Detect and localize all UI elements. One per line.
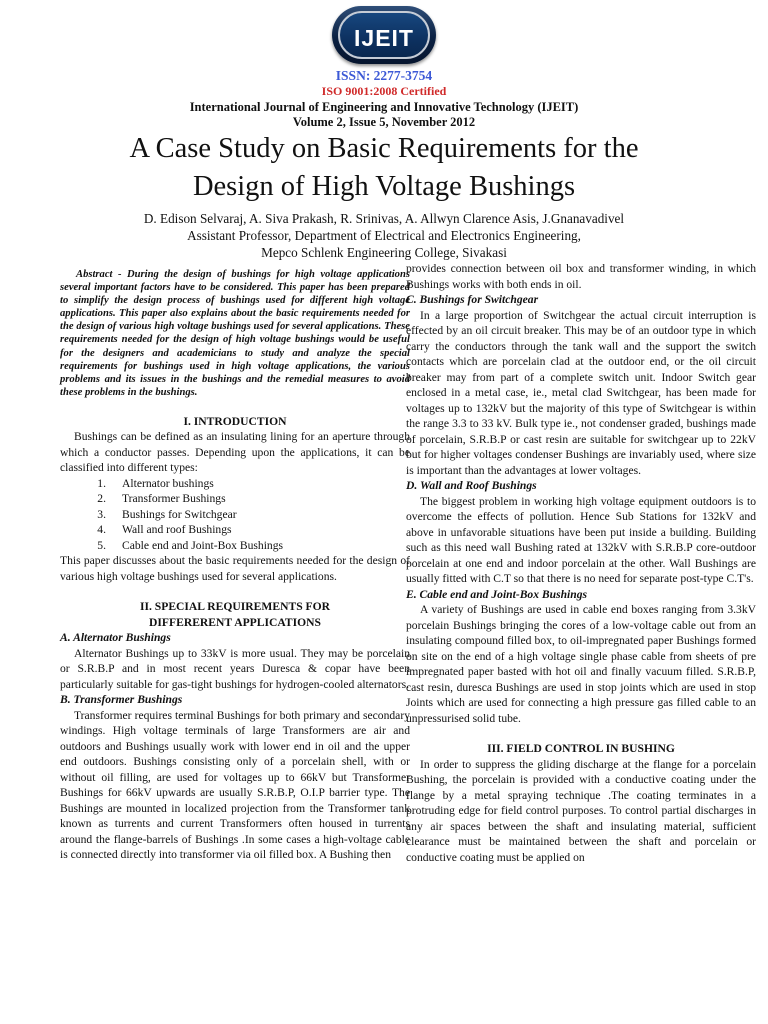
section-heading-special-1: II. SPECIAL REQUIREMENTS FOR [139,600,331,614]
paragraph-transformer: Transformer requires terminal Bushings for both primary and secondary windings. High voltage terminals of large Transformers are air and outdoors and Bushings usually work with lower end in oil and the upper end outdoors. Bushings consisting only of a porcelain shell, with or without oil filling, are used for voltages up to 66kV but Transformer Bushings for 66kV upwards are usually S.R.B.P, O.I.P barrier type. The Bushings are mounted in localized projection from the Transformer tank known as turrents and current Transformers often housed in turrents around the flange-barrels of Bushings .In some cases a high-voltage cable is connected directly into transformer via oil filled box. A Bushing then [60,708,410,862]
bushing-types-list [60,476,410,554]
right-column [406,261,756,865]
journal-name: International Journal of Engineering and Innovative Technology (IJEIT) [189,100,579,114]
section-heading-special-2: DIFFERERENT APPLICATIONS [149,615,321,629]
title-line-1: A Case Study on Basic Requirements for the [129,133,639,164]
logo-text: IJEIT [354,25,414,51]
list-item: 4. Wall and roof Bushings [97,523,232,537]
subheading-wall-roof: D. Wall and Roof Bushings [406,479,537,492]
iso-certification: ISO 9001:2008 Certified [321,84,447,98]
section-heading-field-control: III. FIELD CONTROL IN BUSHING [487,742,675,755]
authors: D. Edison Selvaraj, A. Siva Prakash, R. Srinivas, A. Allwyn Clarence Asis, J.Gnanavadivel [143,211,625,226]
abstract: Abstract - During the design of bushings for high voltage applications several important factors have to be considered. This paper has been prepared to simplify the design process of bushings used for different high voltage applications. This paper also explains about the basic requirements needed for the design of various high voltage bushings used for several applications. These requirements needed for the design of high voltage bushings would be useful for the designers and academicians to study and analyze the special requirements for bushings used in high voltage applications, the various problems and its issues in the bushings and the remedial measures to avoid these problems in the bushings. [60,269,410,398]
paragraph-continued: provides connection between oil box and transformer winding, in which Bushings works with both ends in oil. [406,262,756,291]
paragraph-cable-end: A variety of Bushings are used in cable end boxes ranging from 3.3kV porcelain Bushings bringing the cores of a low-voltage cable out from an insulating compound filled box, to oil-impregnated paper Bushings formed on site on the end of a high voltage single phase cable from sheets of pre impregnated paper basted with hot oil and finally vacuum filled. S.R.B.P, cast resin, duresca Bushings are used in stop joints which are used in stop Joints which are used for connecting a high pressure gas filled cable to an unpressurised solid tube. [406,603,756,725]
paragraph-wall-roof: The biggest problem in working high voltage equipment outdoors is to overcome the effects of pollution. Hence Sub Stations for 132kV and above in unfavorable situations have been put inside a building. Building such as this need wall Bushing rated at 132kV with S.R.B.P core-outdoor porcelain at one end and indoor porcelain at the other. Wall Bushings are usually fitted with C.T so that there is no need for separate post-type C.T's. [406,494,756,585]
issn-line: ISSN: 2277-3754 [335,68,433,83]
paper-title [0,130,768,206]
volume-issue: Volume 2, Issue 5, November 2012 [292,115,476,129]
author-block [0,210,768,261]
affiliation-line-2: Mepco Schlenk Engineering College, Sivakasi [261,245,507,260]
section-heading-introduction: I. INTRODUCTION [183,414,287,428]
list-item: 1. Alternator bushings [97,476,214,490]
intro-paragraph-2: This paper discusses about the basic requirements needed for the design of various high voltage bushings used for several applications. [60,554,410,583]
ijeit-logo [332,6,436,64]
list-item: 3. Bushings for Switchgear [97,507,237,521]
affiliation-line-1: Assistant Professor, Department of Electrical and Electronics Engineering, [187,228,581,243]
list-item: 5. Cable end and Joint-Box Bushings [97,538,284,552]
subheading-cable-end: E. Cable end and Joint-Box Bushings [406,587,588,601]
list-item: 2. Transformer Bushings [97,492,226,506]
paragraph-alternator: Alternator Bushings up to 33kV is more usual. They may be porcelain or S.R.B.P and in most recent years Duresca & copar have been particularly suitable for gas-tight bushings for hydrogen-cooled alternators. [60,646,410,691]
title-line-2: Design of High Voltage Bushings [192,171,576,202]
left-column [60,261,410,863]
paragraph-switchgear: In a large proportion of Switchgear the actual circuit interruption is effected by an oil circuit breaker. This may be of an outdoor type in which carry the conductors through the tank wall and the support the switch contacts which are porcelain clad at the outdoor end, or the oil circuit breaker may from part of a complete switch unit. Indoor Switch gear enclosed in a metal case, ie., metal clad Switchgear, has been made for voltages up to 132kV but the majority of this type of Switchgear is within the range 3.3 to 33 kV. Bulk type ie., not condenser graded, bushings made of porcelain, S.R.B.P or cast resin are suitable for switchgear up to 22kV but for higher voltages condenser Bushings are invariably used, where size is important than the advantages at lower voltages. [406,308,756,477]
logo-ring [338,11,430,59]
subheading-alternator: A. Alternator Bushings [60,631,171,645]
paragraph-field-control: In order to suppress the gliding discharge at the flange for a porcelain Bushing, the porcelain is provided with a conductive coating under the flange by a metal spraying technique .The coating terminates in a protruding edge for field control purposes. To control partial discharges in any air spaces between the shaft and insulating material, sufficient clearance must be maintained between the shaft and porcelain or conductive coating must be applied on [406,757,756,864]
subheading-transformer: B. Transformer Bushings [60,693,183,707]
subheading-switchgear: C. Bushings for Switchgear [406,293,539,306]
intro-paragraph: Bushings can be defined as an insulating lining for an aperture through which a conductor passes. Depending upon the applications, it can be classified into different types: [60,430,410,475]
